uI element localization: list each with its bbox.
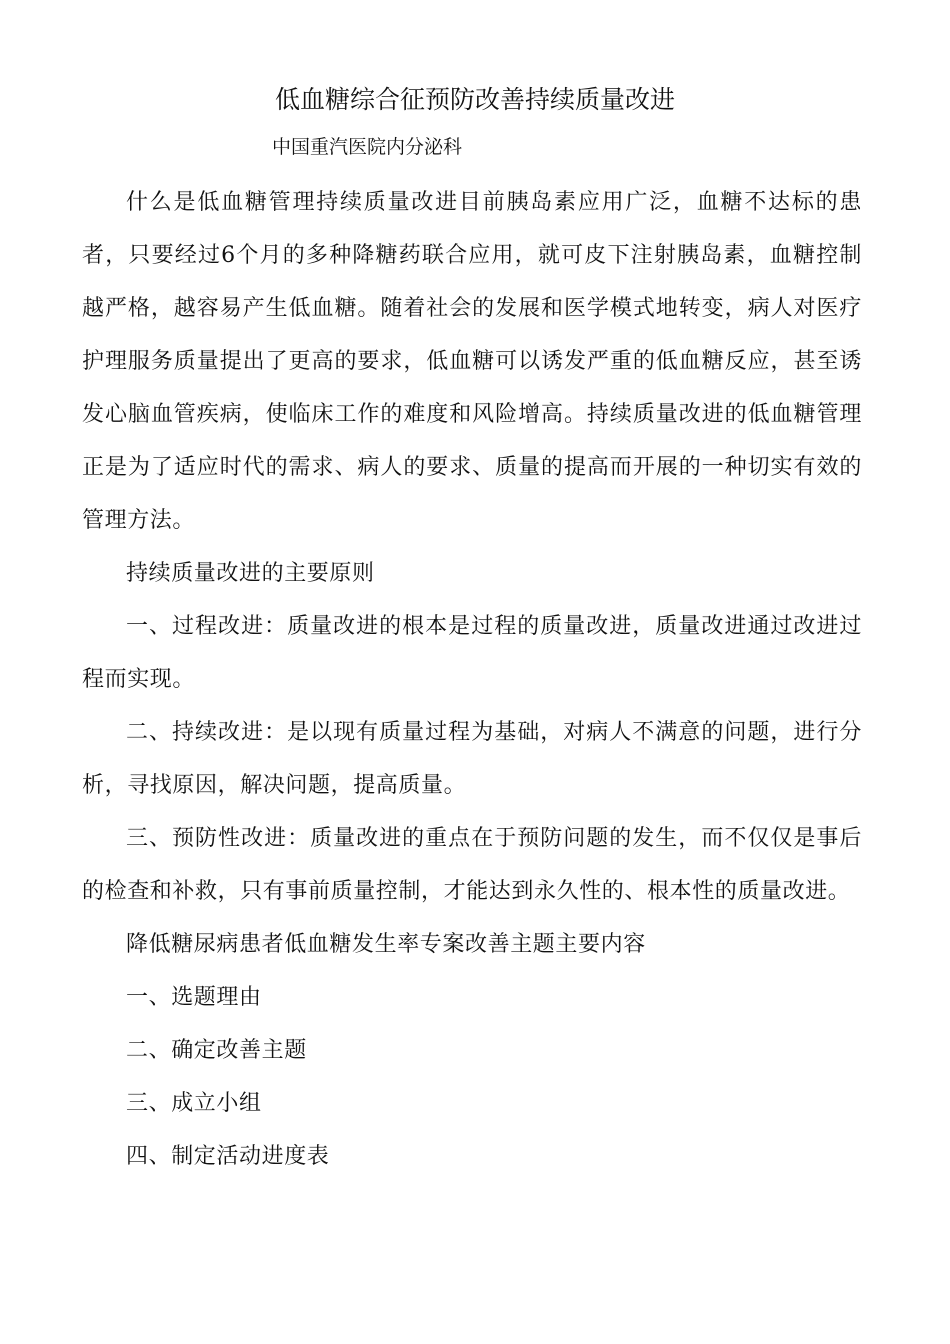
document-title: 低血糖综合征预防改善持续质量改进	[274, 85, 675, 114]
list-item: 一、选题理由	[126, 985, 262, 1010]
section-heading-principles: 持续质量改进的主要原则	[126, 561, 375, 586]
list-item: 三、成立小组	[126, 1091, 262, 1116]
list-item: 四、制定活动进度表	[126, 1144, 330, 1169]
section-heading-project: 降低糖尿病患者低血糖发生率专案改善主题主要内容	[126, 932, 646, 957]
principle-continuous-improvement: 二、持续改进：是以现有质量过程为基础，对病人不满意的问题，进行分析，寻找原因，解决问题，提高质量。	[82, 720, 862, 798]
principle-preventive-improvement: 三、预防性改进：质量改进的重点在于预防问题的发生，而不仅仅是事后的检查和补救，只有事前质量控制，才能达到永久性的、根本性的质量改进。	[82, 826, 862, 904]
list-item: 二、确定改善主题	[126, 1038, 307, 1063]
document-body	[82, 176, 862, 1183]
document-subtitle: 中国重汽医院内分泌科	[272, 136, 463, 158]
principle-process-improvement: 一、过程改进：质量改进的根本是过程的质量改进，质量改进通过改进过程而实现。	[82, 614, 862, 692]
intro-paragraph: 什么是低血糖管理持续质量改进目前胰岛素应用广泛，血糖不达标的患者，只要经过6个月的多种降糖药联合应用，就可皮下注射胰岛素，血糖控制越严格，越容易产生低血糖。随着社会的发展和医学模式地转变，病人对医疗护理服务质量提出了更高的要求，低血糖可以诱发严重的低血糖反应，甚至诱发心脑血管疾病，使临床工作的难度和风险增高。持续质量改进的低血糖管理正是为了适应时代的需求、病人的要求、质量的提高而开展的一种切实有效的管理方法。	[82, 190, 862, 533]
